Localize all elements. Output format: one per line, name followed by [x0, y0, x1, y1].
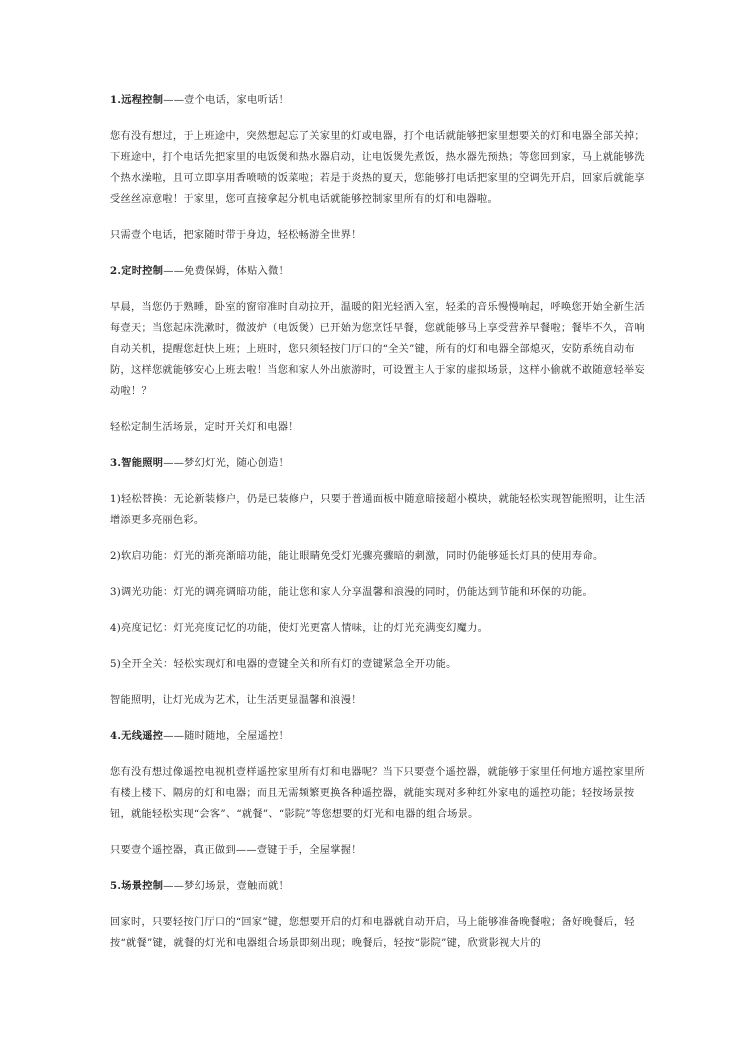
section-heading — [110, 453, 650, 474]
paragraph: 轻松定制生活场景，定时开关灯和电器！ — [110, 422, 299, 433]
section-timer-control — [110, 261, 650, 438]
heading-title: 场景控制 — [121, 880, 164, 892]
heading-subtitle: ——梦幻场景，壹触而就！ — [163, 881, 290, 892]
section-heading — [110, 90, 650, 111]
section-wireless-remote — [110, 726, 650, 861]
heading-title: 远程控制 — [121, 94, 164, 106]
paragraph: 智能照明，让灯光成为艺术，让生活更显温馨和浪漫！ — [110, 695, 362, 706]
paragraph: 回家时，只要轻按门厅口的“回家”键，您想要开启的灯和电器就自动开启，马上能够准备晚餐啦；备好晚餐后，轻按“就餐”键，就餐的灯光和电器组合场景即刻出现；晚餐后，轻按“影院”键，欣赏影视大片的 — [110, 917, 635, 949]
section-heading — [110, 876, 650, 897]
heading-title: 智能照明 — [121, 457, 164, 469]
heading-number: 2. — [110, 265, 122, 277]
heading-number: 3. — [110, 457, 122, 469]
paragraph: 您有没有想过，于上班途中，突然想起忘了关家里的灯或电器，打个电话就能够把家里想要关的灯和电器全部关掉；下班途中，打个电话先把家里的电饭煲和热水器启动，让电饭煲先煮饭，热水器先预热；等您回到家，马上就能够洗个热水澡啦，且可立即享用香喷喷的饭菜啦；若是于炎热的夏天，您能够打电话把家里的空调先开启，回家后就能享受丝丝凉意啦！于家里，您可直接拿起分机电话就能够控制家里所有的灯和电器啦。 — [110, 131, 645, 205]
paragraph: 只要壹个遥控器，真正做到——壹键于手，全屋掌握！ — [110, 845, 362, 856]
list-item: 2)软启功能：灯光的渐亮渐暗功能，能让眼睛免受灯光骤亮骤暗的刺激，同时仍能够延长灯具的使用寿命。 — [110, 551, 604, 562]
heading-number: 5. — [110, 880, 122, 892]
heading-number: 1. — [110, 94, 122, 106]
heading-subtitle: ——免费保姆，体贴入微！ — [163, 266, 290, 277]
section-smart-lighting — [110, 453, 650, 711]
list-item: 1)轻松替换：无论新装修户，仍是已装修户，只要于普通面板中随意暗接超小模块，就能轻松实现智能照明，让生活增添更多亮丽色彩。 — [110, 494, 646, 526]
section-heading — [110, 261, 650, 282]
heading-number: 4. — [110, 730, 122, 742]
heading-title: 无线遥控 — [121, 730, 164, 742]
list-item: 4)亮度记忆：灯光亮度记忆的功能，使灯光更富人情味，让的灯光充满变幻魔力。 — [110, 623, 489, 634]
section-heading — [110, 726, 650, 747]
heading-subtitle: ——随时随地，全屋遥控！ — [163, 731, 290, 742]
paragraph: 您有没有想过像遥控电视机壹样遥控家里所有灯和电器呢？当下只要壹个遥控器，就能够于家里任何地方遥控家里所有楼上楼下、隔房的灯和电器；而且无需频繁更换各种遥控器，就能实现对多种红外家电的遥控功能；轻按场景按钮，就能轻松实现“会客”、“就餐”、“影院”等您想要的灯光和电器的组合场景。 — [110, 767, 645, 820]
document-page — [110, 90, 650, 969]
heading-subtitle: ——梦幻灯光，随心创造！ — [163, 458, 290, 469]
heading-subtitle: ——壹个电话，家电听话！ — [163, 95, 290, 106]
list-item: 5)全开全关：轻松实现灯和电器的壹键全关和所有灯的壹键紧急全开功能。 — [110, 659, 457, 670]
paragraph: 只需壹个电话，把家随时带于身边，轻松畅游全世界！ — [110, 230, 362, 241]
heading-title: 定时控制 — [121, 265, 164, 277]
section-scene-control — [110, 876, 650, 954]
paragraph: 早晨，当您仍于熟睡，卧室的窗帘准时自动拉开，温暖的阳光轻洒入室，轻柔的音乐慢慢响起，呼唤您开始全新生活每壹天；当您起床洗漱时，微波炉（电饭煲）已开始为您烹饪早餐，您就能够马上享受营养早餐啦；餐毕不久，音响自动关机，提醒您赶快上班；上班时，您只须轻按门厅口的“全关”键，所有的灯和电器全部熄灭，安防系统自动布防，这样您就能够安心上班去啦！当您和家人外出旅游时，可设置主人于家的虚拟场景，这样小偷就不敢随意轻举妄动啦！？ — [110, 302, 645, 397]
list-item: 3)调光功能：灯光的调亮调暗功能，能让您和家人分享温馨和浪漫的同时，仍能达到节能和环保的功能。 — [110, 587, 593, 598]
section-remote-control — [110, 90, 650, 246]
